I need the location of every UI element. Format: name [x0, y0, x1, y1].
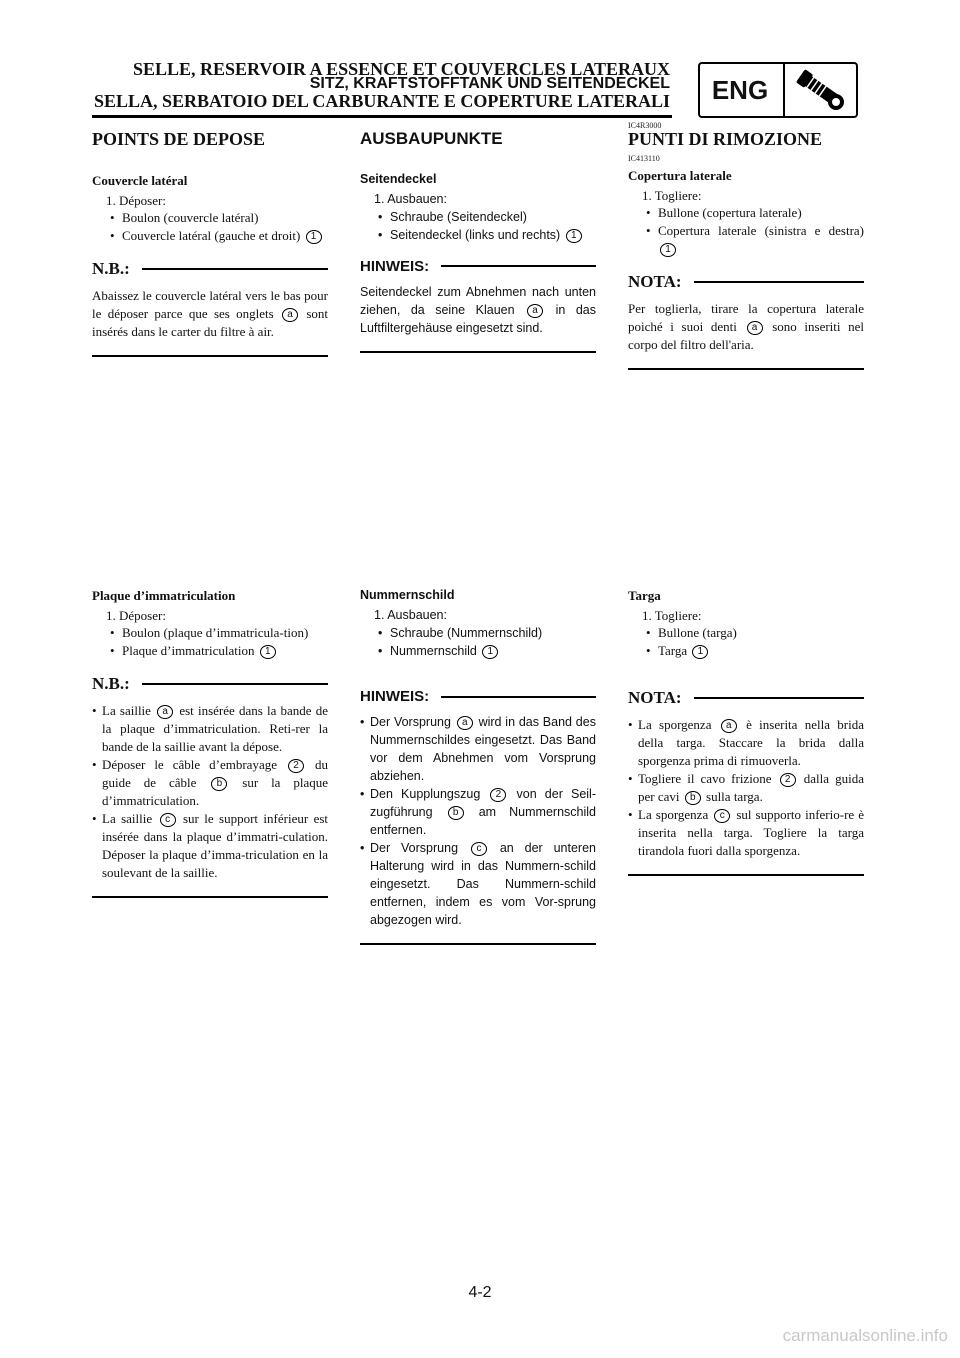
it-side-list: [628, 204, 864, 258]
list-item: • La saillie a est insérée dans la bande de la plaque d’immatriculation. Reti-rer la bande de la saillie avant la dépose.: [102, 702, 328, 756]
list-item: • Den Kupplungszug 2 von der Seil-zugführung b am Nummernschild entfernen.: [370, 785, 596, 839]
note-rule: [694, 281, 864, 283]
de-plate-subhead: Nummernschild: [360, 588, 455, 602]
ref-marker: b: [685, 791, 701, 805]
ref-marker: 1: [566, 229, 582, 243]
list-item: • Targa 1: [658, 642, 864, 660]
de-side-subhead: Seitendeckel: [360, 171, 437, 186]
code-it-sub: IC413110: [628, 153, 660, 163]
fr-plate-section: [92, 587, 328, 898]
ref-marker: 1: [260, 645, 276, 659]
page-number: 4-2: [468, 1284, 492, 1301]
ref-marker: 2: [288, 759, 304, 773]
fr-side-step: 1. Déposer:: [106, 192, 166, 208]
ref-marker: a: [457, 716, 473, 730]
note-end-rule: [92, 355, 328, 357]
it-side-note-header: [628, 272, 864, 292]
list-item: • Der Vorsprung a wird in das Band des Nummernschildes eingesetzt. Das Band vor dem Abnehmen vom Vorsprung abziehen.: [370, 713, 596, 785]
it-title: PUNTI DI RIMOZIONE: [628, 129, 823, 149]
fr-plate-step: 1. Déposer:: [106, 608, 166, 623]
ref-marker: a: [721, 719, 737, 733]
it-plate-section: [628, 587, 864, 876]
fr-side-list: [92, 209, 328, 245]
de-plate-section: [360, 587, 596, 945]
de-plate-note-header: [360, 688, 596, 705]
header-title-fr: SELLE, RESERVOIR A ESSENCE ET COUVERCLES LATERAUX: [132, 59, 670, 79]
header-title-de: SITZ, KRAFTSTOFFTANK UND SEITENDECKEL: [309, 75, 670, 92]
it-plate-list: [628, 624, 864, 660]
de-side-section: [360, 130, 596, 353]
de-side-note-header: [360, 258, 596, 275]
ref-marker: a: [282, 308, 298, 322]
list-item: • Schraube (Nummernschild): [390, 624, 596, 642]
ref-marker: 2: [490, 788, 506, 802]
it-plate-note-header: [628, 688, 864, 708]
ref-marker: a: [527, 304, 543, 318]
list-item: • Déposer le câble d’embrayage 2 du guide de câble b sur la plaque d’immatriculation.: [102, 756, 328, 810]
section-badge: [698, 62, 858, 118]
note-rule: [441, 696, 596, 698]
ref-marker: 1: [306, 230, 322, 244]
list-item: • Couvercle latéral (gauche et droit) 1: [122, 227, 328, 245]
header-rule: [92, 115, 672, 118]
ref-marker: b: [448, 806, 464, 820]
de-plate-note-list: [360, 713, 596, 929]
note-rule: [441, 265, 596, 267]
badge-label: ENG: [711, 74, 769, 105]
ref-marker: 2: [780, 773, 796, 787]
list-item: • La sporgenza a è inserita nella brida della targa. Staccare la brida dalla sporgenza prima di rimuoverla.: [638, 716, 864, 770]
note-label: NOTA:: [628, 271, 682, 291]
de-title: AUSBAUPUNKTE: [360, 129, 503, 148]
fr-side-note-body: Abaissez le couvercle latéral vers le bas pour le déposer parce que ses onglets a sont insérés dans le carter du filtre à air.: [92, 287, 328, 339]
de-side-note-body: Seitendeckel zum Abnehmen nach unten ziehen, da seine Klauen a in das Luftfiltergehäuse eingesetzt sind.: [360, 284, 596, 335]
ref-marker: a: [747, 321, 763, 335]
it-plate-step: 1. Togliere:: [642, 608, 702, 623]
note-label: N.B.:: [92, 258, 130, 278]
list-item: • Der Vorsprung c an der unteren Halterung wird in das Nummern-schild eingesetzt. Das Nummern-schild entfernen, indem es vom Vor-sprung abgezogen wird.: [370, 839, 596, 929]
de-plate-list: [360, 624, 596, 660]
note-end-rule: [360, 943, 596, 945]
note-label: NOTA:: [628, 688, 682, 707]
note-label: HINWEIS:: [360, 257, 430, 275]
fr-plate-list: [92, 624, 328, 660]
note-end-rule: [360, 351, 596, 353]
code-it-top: IC4R3000: [628, 121, 662, 130]
list-item: • Nummernschild 1: [390, 642, 596, 660]
note-end-rule: [628, 368, 864, 370]
note-end-rule: [628, 874, 864, 876]
it-plate-subhead: Targa: [628, 588, 661, 603]
it-side-subhead: Copertura laterale: [628, 167, 732, 183]
fr-title: POINTS DE DEPOSE: [92, 129, 266, 149]
ref-marker: c: [471, 842, 487, 856]
de-plate-step: 1. Ausbauen:: [374, 608, 447, 622]
it-side-section: [628, 130, 864, 370]
badge-divider: [783, 64, 785, 116]
ref-marker: b: [211, 777, 227, 791]
note-label: N.B.:: [92, 674, 130, 693]
fr-side-note-header: [92, 259, 328, 279]
wrench-bolt-icon: [790, 68, 852, 112]
it-side-note-body: Per toglierla, tirare la copertura laterale poiché i suoi denti a sono inseriti nel corpo del filtro dell'aria.: [628, 300, 865, 352]
note-rule: [142, 268, 328, 270]
list-item: • La saillie c sur le support inférieur est insérée dans la plaque d’immatri-culation. Déposer la plaque d’imma-triculation en la soulevant de la saillie.: [102, 810, 328, 882]
list-item: • Schraube (Seitendeckel): [390, 208, 596, 226]
ref-marker: c: [160, 813, 176, 827]
fr-side-subhead: Couvercle latéral: [92, 172, 188, 188]
list-item: • Togliere il cavo frizione 2 dalla guida per cavi b sulla targa.: [638, 770, 864, 806]
note-rule: [694, 697, 864, 699]
fr-plate-note-header: [92, 674, 328, 694]
list-item: • Plaque d’immatriculation 1: [122, 642, 328, 660]
list-item: • Bullone (targa): [658, 624, 864, 642]
ref-marker: 1: [482, 645, 498, 659]
note-end-rule: [92, 896, 328, 898]
list-item: • Seitendeckel (links und rechts) 1: [390, 226, 596, 244]
fr-plate-subhead: Plaque d’immatriculation: [92, 588, 236, 603]
note-label: HINWEIS:: [360, 688, 430, 705]
list-item: • La sporgenza c sul supporto inferio-re è inserita nella targa. Togliere la targa tirandola fuori dalla sporgenza.: [638, 806, 864, 860]
de-side-list: [360, 208, 596, 244]
it-side-step: 1. Togliere:: [642, 187, 702, 203]
list-item: • Bullone (copertura laterale): [658, 204, 864, 222]
fr-side-section: [92, 130, 328, 357]
ref-marker: a: [157, 705, 173, 719]
note-rule: [142, 683, 328, 685]
ref-marker: 1: [692, 645, 708, 659]
list-item: • Boulon (plaque d’immatricula-tion): [122, 624, 328, 642]
fr-plate-note-list: [92, 702, 328, 882]
list-item: • Copertura laterale (sinistra e destra) 1: [658, 222, 864, 258]
list-item: • Boulon (couvercle latéral): [122, 209, 328, 227]
de-side-step: 1. Ausbauen:: [374, 191, 447, 206]
header-title-it: SELLA, SERBATOIO DEL CARBURANTE E COPERTURE LATERALI: [94, 91, 670, 111]
it-plate-note-list: [628, 716, 864, 860]
watermark: carmanualsonline.info: [782, 1326, 948, 1345]
ref-marker: c: [714, 809, 730, 823]
ref-marker: 1: [660, 243, 676, 257]
